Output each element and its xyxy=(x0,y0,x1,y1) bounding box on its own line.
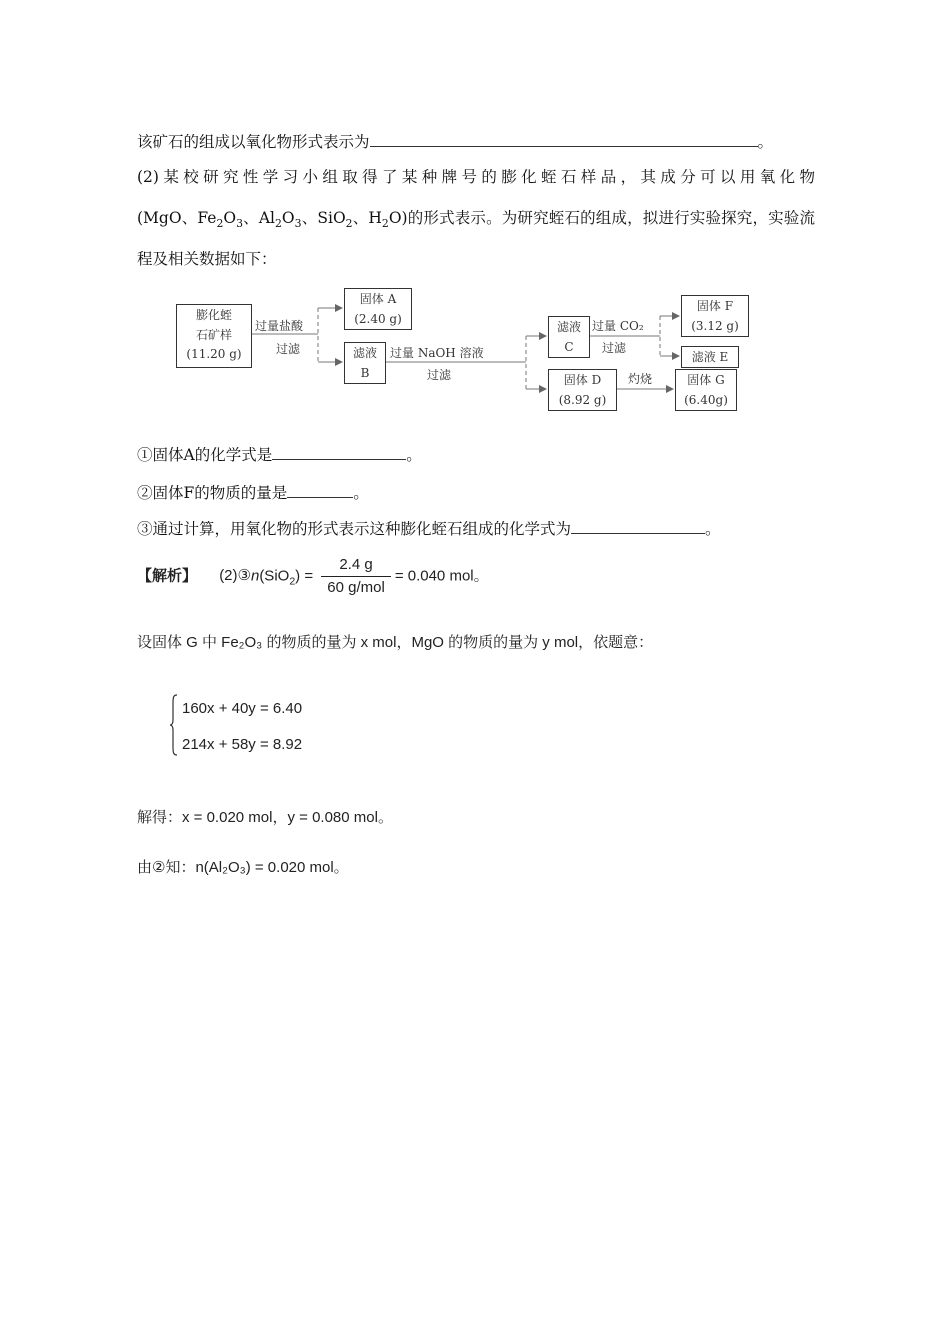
q2-line-3: 程及相关数据如下： xyxy=(137,250,277,268)
box-text: 固体 G xyxy=(687,373,725,387)
formula: ) = xyxy=(295,567,314,585)
fraction xyxy=(321,554,391,599)
step2-op: 过滤 xyxy=(427,368,452,382)
period: 。 xyxy=(353,484,369,502)
equation-brace xyxy=(170,694,178,756)
question-3 xyxy=(137,517,721,539)
equation-1: 160x + 40y = 6.40 xyxy=(182,700,303,717)
solution-header: 【解析】 (2)③n(SiO$_2$) = $\frac{2.4 g}{\text{60 g/mol}}$ = 0.040 mol。 xyxy=(137,554,489,599)
text-seg: O xyxy=(281,209,295,227)
text-seg: 、H xyxy=(352,209,382,227)
answer-blank[interactable] xyxy=(287,481,353,498)
box-text: 膨化蛭 xyxy=(195,308,232,322)
box-text: (6.40g) xyxy=(684,393,728,407)
question-1 xyxy=(137,443,422,465)
solution-part: (2)③ xyxy=(219,567,251,585)
text-seg: 、SiO xyxy=(301,209,346,227)
text-seg: O xyxy=(223,209,237,227)
formula: (SiO xyxy=(259,567,290,585)
step1-reagent: 过量盐酸 xyxy=(255,319,304,333)
q2-line-2: (MgO、$Fe_2O_3$、$Al_2O_3$、SiO$_2$、$H_2O$)的形式表示。为研究蛭石的组成，拟进行实验探究，实验流 xyxy=(137,209,815,231)
answer-blank[interactable] xyxy=(571,517,705,534)
solid-d-box xyxy=(548,369,617,411)
box-text: 石矿样 xyxy=(195,328,232,342)
step4-op: 灼烧 xyxy=(628,372,653,386)
text-seg: O)的形式表示。为研究蛭石的组成，拟进行实验探究，实验流 xyxy=(388,209,815,227)
solid-g-box xyxy=(675,369,737,411)
box-text: B xyxy=(360,366,370,380)
period: 。 xyxy=(705,520,721,538)
flowchart-connectors xyxy=(0,0,950,430)
box-text: C xyxy=(564,340,574,354)
box-text: 固体 D xyxy=(563,373,602,387)
box-text: (11.20 g) xyxy=(186,347,242,361)
solution-tag: 【解析】 xyxy=(137,567,198,585)
filtrate-b-box xyxy=(344,342,386,384)
text-seg: (MgO、Fe xyxy=(137,209,217,227)
n-symbol: n xyxy=(250,567,260,585)
box-text: 固体 F xyxy=(696,299,734,313)
box-text: 滤液 xyxy=(556,320,581,334)
question-2 xyxy=(137,481,369,503)
period: 。 xyxy=(757,133,774,151)
denominator: 60 g/mol xyxy=(327,579,385,596)
period: 。 xyxy=(406,446,422,464)
step2-reagent: 过量 NaOH 溶液 xyxy=(390,346,484,360)
step3-reagent: 过量 CO₂ xyxy=(592,319,644,333)
solution-solve: 解得：x = 0.020 mol，y = 0.080 mol。 xyxy=(137,809,393,826)
filtrate-c-box xyxy=(548,316,590,358)
solution-al2o3: 由②知：n(Al₂O₃) = 0.020 mol。 xyxy=(137,859,349,876)
box-text: (3.12 g) xyxy=(691,319,739,333)
step3-op: 过滤 xyxy=(602,341,627,355)
answer-blank[interactable] xyxy=(272,443,406,460)
sample-box xyxy=(176,304,252,368)
box-text: (2.40 g) xyxy=(354,312,402,326)
q2-line-1: (2)某校研究性学习小组取得了某种牌号的膨化蛭石样品，其成分可以用氧化物 xyxy=(137,168,815,186)
numerator: 2.4 g xyxy=(321,554,391,577)
text-seg: 、Al xyxy=(243,209,275,227)
box-text: 滤液 xyxy=(352,346,377,360)
box-text: (8.92 g) xyxy=(558,393,607,407)
result: = 0.040 mol。 xyxy=(394,567,489,585)
step1-op: 过滤 xyxy=(276,342,301,356)
filtrate-e-box: 滤液 E xyxy=(681,346,739,368)
solid-a-box xyxy=(344,288,412,330)
question-text: ②固体F的物质的量是 xyxy=(137,484,288,502)
question-text: ③通过计算，用氧化物的形式表示这种膨化蛭石组成的化学式为 xyxy=(137,520,572,538)
equation-2: 214x + 58y = 8.92 xyxy=(182,736,303,753)
intro-text: 该矿石的组成以氧化物形式表示为 xyxy=(137,133,370,151)
question-text: ①固体A的化学式是 xyxy=(137,446,273,464)
solution-setup: 设固体 G 中 Fe₂O₃ 的物质的量为 x mol，MgO 的物质的量为 y mol，依题意： xyxy=(137,634,654,651)
box-text: 固体 A xyxy=(359,292,397,306)
solid-f-box xyxy=(681,295,749,337)
